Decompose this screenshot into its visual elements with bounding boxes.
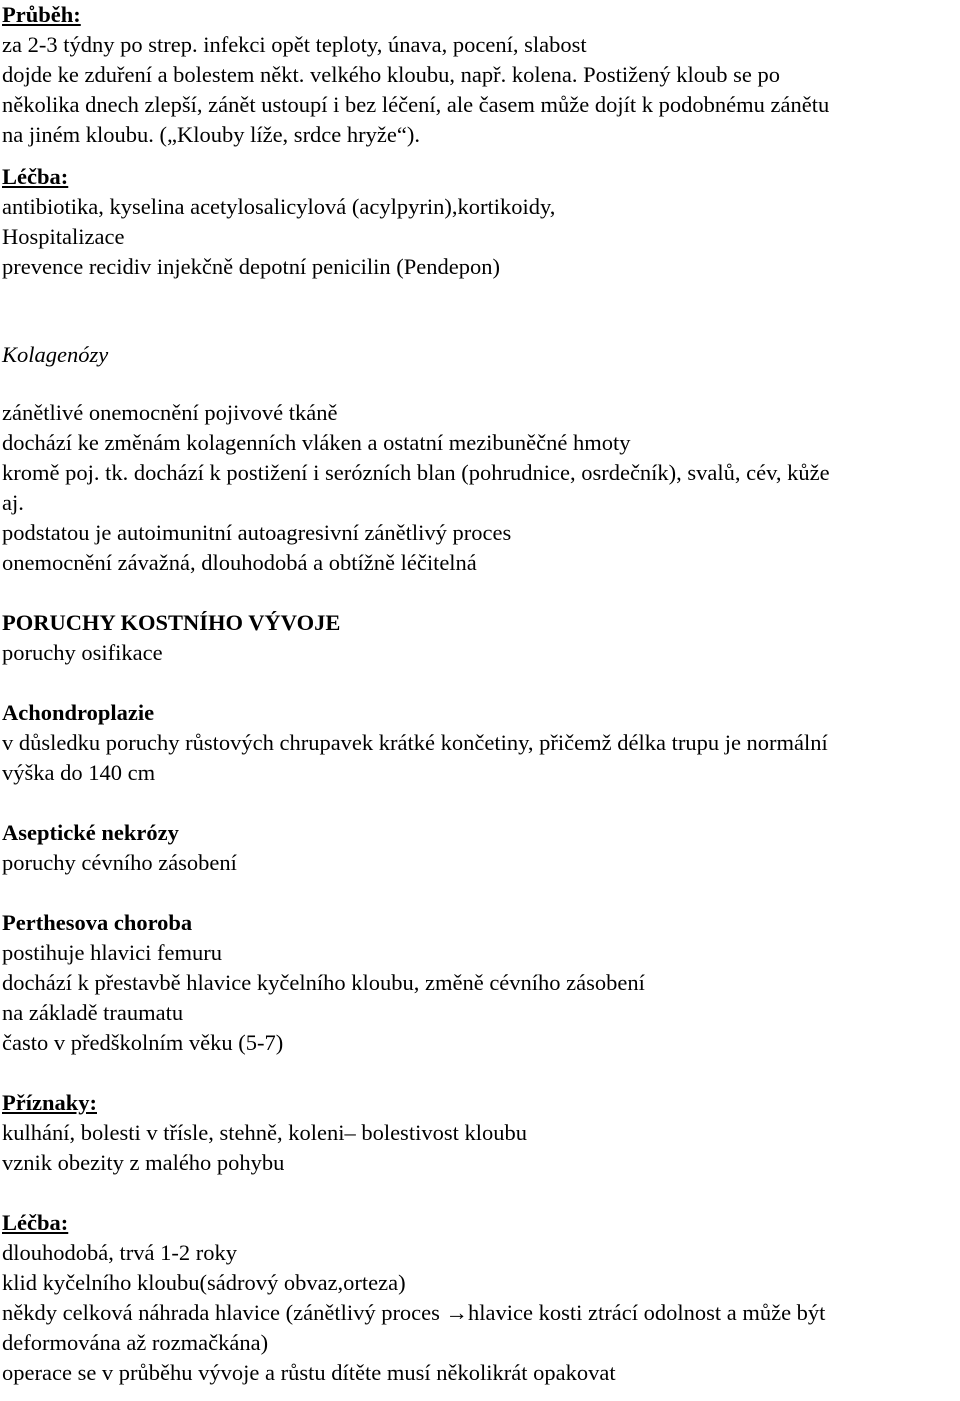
lecba2-line-5: operace se v průběhu vývoje a růstu dítěte musí několikrát opakovat [2, 1360, 616, 1385]
kolagenozy-line-6: onemocnění závažná, dlouhodobá a obtížně léčitelná [2, 550, 477, 575]
priznaky-line-1: kulhání, bolesti v třísle, stehně, koleni– bolestivost kloubu [2, 1120, 527, 1145]
kolagenozy-heading: Kolagenózy [2, 342, 109, 367]
prubeh-line-4: na jiném kloubu. („Klouby líže, srdce hryže“). [2, 122, 420, 147]
poruchy-heading: PORUCHY KOSTNÍHO VÝVOJE [2, 610, 341, 635]
achondroplazie-line-1: v důsledku poruchy růstových chrupavek krátké končetiny, přičemž délka trupu je normální [2, 730, 828, 755]
prubeh-line-2: dojde ke zduření a bolestem někt. velkého kloubu, např. kolena. Postižený kloub se po [2, 62, 780, 87]
perthes-line-1: postihuje hlavici femuru [2, 940, 222, 965]
lecba2-line-3: někdy celková náhrada hlavice (zánětlivý proces →hlavice kosti ztrácí odolnost a může být [2, 1300, 826, 1325]
kolagenozy-line-3: kromě poj. tk. dochází k postižení i serózních blan (pohrudnice, osrdečník), svalů, cév, kůže [2, 460, 830, 485]
achondroplazie-line-2: výška do 140 cm [2, 760, 156, 785]
lecba1-line-1: antibiotika, kyselina acetylosalicylová (acylpyrin),kortikoidy, [2, 194, 556, 219]
lecba2-heading: Léčba: [2, 1210, 69, 1235]
kolagenozy-line-5: podstatou je autoimunitní autoagresivní zánětlivý proces [2, 520, 512, 545]
perthes-heading: Perthesova choroba [2, 910, 193, 935]
poruchy-line-1: poruchy osifikace [2, 640, 163, 665]
perthes-line-3: na základě traumatu [2, 1000, 184, 1025]
perthes-line-4: často v předškolním věku (5-7) [2, 1030, 284, 1055]
lecba2-line-1: dlouhodobá, trvá 1-2 roky [2, 1240, 237, 1265]
kolagenozy-line-1: zánětlivé onemocnění pojivové tkáně [2, 400, 338, 425]
kolagenozy-line-4: aj. [2, 490, 24, 515]
aseptické-line-1: poruchy cévního zásobení [2, 850, 237, 875]
perthes-line-2: dochází k přestavbě hlavice kyčelního kloubu, změně cévního zásobení [2, 970, 645, 995]
priznaky-line-2: vznik obezity z malého pohybu [2, 1150, 285, 1175]
priznaky-heading: Příznaky: [2, 1090, 97, 1115]
aseptické-heading: Aseptické nekrózy [2, 820, 179, 845]
lecba1-line-3: prevence recidiv injekčně depotní penicilin (Pendepon) [2, 254, 500, 279]
lecba2-line-2: klid kyčelního kloubu(sádrový obvaz,orteza) [2, 1270, 406, 1295]
achondroplazie-heading: Achondroplazie [2, 700, 155, 725]
lecba1-heading: Léčba: [2, 164, 69, 189]
prubeh-line-1: za 2-3 týdny po strep. infekci opět teploty, únava, pocení, slabost [2, 32, 587, 57]
lecba1-line-2: Hospitalizace [2, 224, 125, 249]
prubeh-heading: Průběh: [2, 2, 81, 27]
lecba2-line-4: deformována až rozmačkána) [2, 1330, 269, 1355]
kolagenozy-line-2: dochází ke změnám kolagenních vláken a ostatní mezibuněčné hmoty [2, 430, 631, 455]
prubeh-line-3: několika dnech zlepší, zánět ustoupí i bez léčení, ale časem může dojít k podobnému zánětu [2, 92, 830, 117]
